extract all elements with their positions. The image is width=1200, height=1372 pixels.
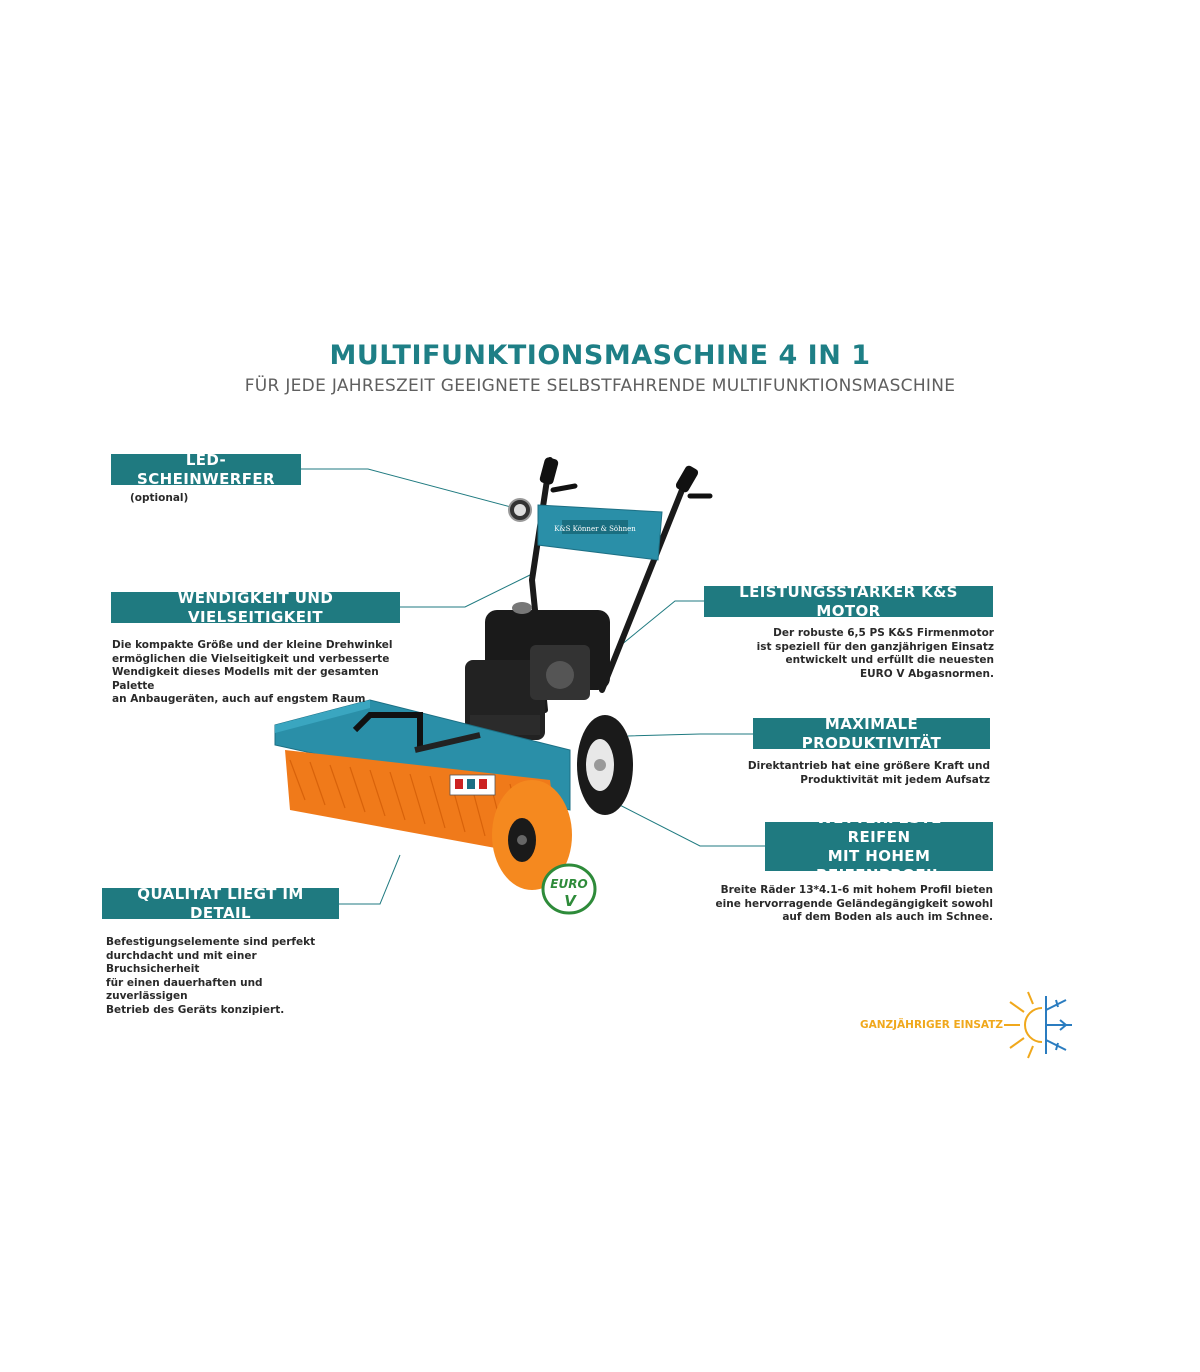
page-subtitle: FÜR JEDE JAHRESZEIT GEEIGNETE SELBSTFAHRENDE MULTIFUNKTIONSMASCHINE [244, 376, 956, 396]
euro-v-badge [540, 862, 598, 916]
desc-tires-line: eine hervorragende Geländegängigkeit sowohl [715, 897, 993, 910]
tag-productivity: MAXIMALE PRODUKTIVITÄT [753, 718, 990, 749]
desc-agility-line: Wendigkeit dieses Modells mit der gesamten Palette [112, 666, 379, 692]
desc-motor-line: Der robuste 6,5 PS K&S Firmenmotor [773, 627, 994, 639]
desc-quality-line: für einen dauerhaften und zuverlässigen [106, 976, 263, 1002]
euro-badge-text: EURO [550, 877, 588, 891]
desc-agility-line: an Anbaugeräten, auch auf engstem Raum [112, 693, 366, 705]
desc-quality [106, 936, 346, 1017]
sun-snowflake-icon [1000, 990, 1078, 1060]
desc-agility [112, 639, 412, 707]
desc-productivity [690, 760, 990, 787]
desc-motor-line: entwickelt und erfüllt die neuesten [785, 654, 994, 666]
tag-quality: QUALITÄT LIEGT IM DETAIL [102, 888, 339, 919]
desc-productivity-line: Direktantrieb hat eine größere Kraft und [747, 760, 990, 772]
tag-tires [765, 808, 993, 884]
tag-motor: LEISTUNGSSTARKER K&S MOTOR [704, 586, 993, 617]
desc-quality-line: durchdacht und mit einer Bruchsicherheit [106, 949, 257, 975]
desc-motor-line: EURO V Abgasnormen. [859, 667, 994, 680]
desc-led: (optional) [130, 492, 189, 504]
desc-agility-line: ermöglichen die Vielseitigkeit und verbesserte [112, 652, 390, 665]
desc-tires-line: Breite Räder 13*4.1-6 mit hohem Profil bieten [720, 884, 993, 896]
desc-quality-line: Befestigungselemente sind perfekt [106, 936, 316, 948]
euro-badge-number: V [564, 892, 576, 910]
desc-tires-line: auf dem Boden als auch im Schnee. [782, 911, 993, 923]
page-title: MULTIFUNKTIONSMASCHINE 4 IN 1 [329, 340, 871, 371]
tag-tires-line2: MIT HOHEM REIFENPROFIL [816, 846, 942, 884]
desc-tires [693, 884, 993, 925]
desc-productivity-line: Produktivität mit jedem Aufsatz [800, 773, 990, 786]
desc-agility-line: Die kompakte Größe und der kleine Drehwinkel [112, 639, 393, 651]
season-label: GANZJÄHRIGER EINSATZ [860, 1019, 1004, 1031]
desc-motor-line: ist speziell für den ganzjährigen Einsatz [756, 640, 994, 653]
desc-motor [694, 627, 994, 681]
tag-led: LED-SCHEINWERFER [111, 454, 301, 485]
tag-agility: WENDIGKEIT UND VIELSEITIGKEIT [111, 592, 400, 623]
brand-plate: K&S Könner & Söhnen [554, 525, 636, 533]
tag-tires-line1: WETTERFESTE REIFEN [816, 808, 942, 846]
desc-quality-line: Betrieb des Geräts konzipiert. [106, 1003, 285, 1016]
